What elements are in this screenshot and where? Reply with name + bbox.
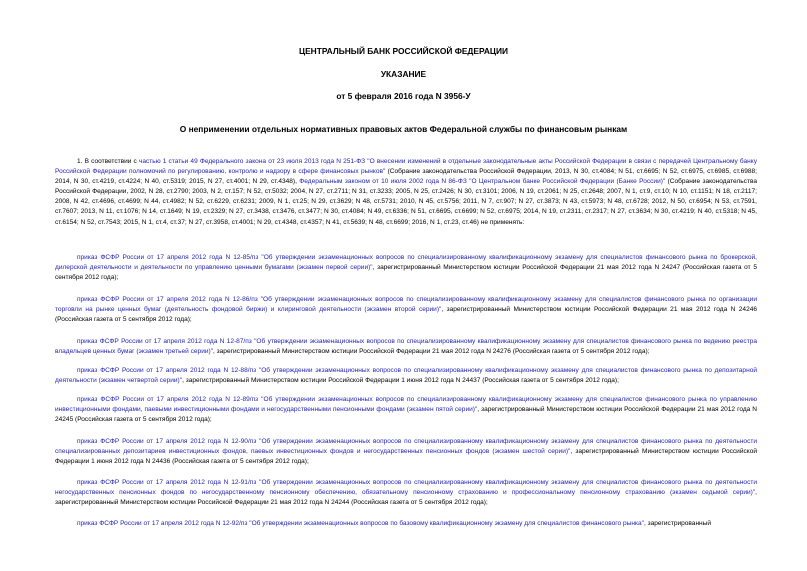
law-link-86fz[interactable]: Федеральным законом от 10 июля 2002 года N 86-ФЗ "О Центральном банке Российской Федерации (Банке России)"	[299, 178, 666, 186]
order-item-12-88	[55, 366, 757, 386]
order-item-12-87	[55, 337, 757, 357]
order-link[interactable]: приказ ФСФР России от 17 апреля 2012 года N 12-88/пз "Об утверждении экзаменационных вопросов по специализированному квалификационному экзамену для специалистов финансового рынка по депозитарной деятельности (экзамен четвертой серии)"	[55, 367, 757, 385]
order-link[interactable]: приказ ФСФР России от 17 апреля 2012 года N 12-89/пз "Об утверждении экзаменационных вопросов по специализированному квалификационному экзамену для специалистов финансового рынка по управлению инвестиционными фондами, паевыми инвестиционными фондами и негосударственными пенсионными фондами (экзамен пятой серии)"	[55, 396, 757, 414]
document-type: УКАЗАНИЕ	[380, 69, 427, 79]
order-registration-text: , зарегистрированный Министерством юстиции Российской Федерации 21 мая 2012 года N 24276 (Российская газета от 5 сентября 2012 года);	[213, 348, 650, 356]
order-registration-text: , зарегистрированный Министерством юстиции Российской Федерации 21 мая 2012 года N 24246 (Российская газета от 5 сентября 2012 года);	[55, 306, 757, 324]
order-link[interactable]: приказ ФСФР России от 17 апреля 2012 года N 12-92/пз "Об утверждении экзаменационных вопросов по базовому квалификационному экзамену для специалистов финансового рынка"	[77, 520, 644, 527]
order-item-12-85	[55, 253, 757, 283]
order-item-12-86	[55, 295, 757, 325]
paragraph-citation: (Собрание законодательства Российской Федерации, 2013, N 30, ст.4084; N 51, ст.6695; N 52, ст.6975, ст.6985, ст.6988; 2014, N 30, ст.4219, ст.4224; N 40, ст.5319; 2015, N 27, ст.4001; N 29, ст.4348),	[55, 168, 757, 186]
order-item-12-89	[55, 395, 757, 425]
paragraph-lead: 1. В соответствии с	[77, 158, 137, 165]
law-link-251fz[interactable]: частью 1 статьи 49 Федерального закона от 23 июля 2013 года N 251-ФЗ "О внесении изменений в отдельные законодательные акты Российской Федерации в связи с передачей Центральному банку Российской Федерации полномочий по регулированию, контролю и надзору в сфере финансовых рынков"	[55, 158, 757, 176]
order-registration-text: , зарегистрированный Министерством юстиции Российской Федерации 1 июня 2012 года N 24437 (Российская газета от 5 сентября 2012 года);	[182, 377, 619, 385]
order-registration-text: , зарегистрированный Министерством юстиции Российской Федерации 21 мая 2012 года N 24247 (Российская газета от 5 сентября 2012 года);	[55, 264, 757, 282]
order-link[interactable]: приказ ФСФР России от 17 апреля 2012 года N 12-86/пз "Об утверждении экзаменационных вопросов по специализированному квалификационному экзамену для специалистов финансового рынка по организации торговли на рынке ценных бумаг (деятельность фондовой биржи) и клиринговой деятельности (экзамен второй серии)"	[55, 296, 757, 314]
order-item-12-90	[55, 437, 757, 467]
order-item-12-91	[55, 478, 757, 508]
order-link[interactable]: приказ ФСФР России от 17 апреля 2012 года N 12-91/пз "Об утверждении экзаменационных вопросов по специализированному квалификационному экзамену для специалистов финансового рынка по деятельности негосударственных пенсионных фондов по негосударственному пенсионному обеспечению, обязательному пенсионному страхованию и профессиональному пенсионному страхованию (экзамен седьмой серии)"	[55, 479, 757, 497]
order-item-12-92	[55, 519, 757, 529]
order-registration-text: , зарегистрированный Министерством юстиции Российской Федерации 1 июня 2012 года N 24436 (Российская газета от 5 сентября 2012 года);	[55, 448, 757, 466]
paragraph-tail: (Собрание законодательства Российской Федерации, 2002, N 28, ст.2790; 2003, N 2, ст.157; N 52, ст.5032; 2004, N 27, ст.2711; N 31, ст.3233; 2005, N 25, ст.2426; N 30, ст.3101; 2006, N 19, ст.2061; N 25, ст.2648; 2007, N 1, ст.9, ст.10; N 10, ст.1151; N 18, ст.2117; 2008, N 42, ст.4696, ст.4699; N 44, ст.4982; N 52, ст.6229, ст.6231; 2009, N 1, ст.25; N 29, ст.3629; N 48, ст.5731; 2010, N 45, ст.5756; 2011, N 7, ст.907; N 27, ст.3873; N 43, ст.5973; N 48, ст.6728; 2012, N 50, ст.6954; N 53, ст.7591, ст.7607; 2013, N 11, ст.1076; N 14, ст.1649; N 19, ст.2329; N 27, ст.3438, ст.3476, ст.3477; N 30, ст.4084; N 49, ст.6336; N 51, ст.6695, ст.6699; N 52, ст.6975; 2014, N 19, ст.2311, ст.2317; N 27, ст.3634; N 30, ст.4219; N 40, ст.5318; N 45, ст.6154; N 52, ст.7543; 2015, N 1, ст.4, ст.37; N 27, ст.3958, ст.4001; N 29, ст.4348, ст.4357; N 41, ст.5639; N 48, ст.6699; 2016, N 1, ст.23, ст.46) не применять:	[55, 178, 758, 226]
order-registration-text: , зарегистрированный Министерством юстиции Российской Федерации 21 мая 2012 года N 24245 (Российская газета от 5 сентября 2012 года);	[55, 406, 758, 424]
order-link[interactable]: приказ ФСФР России от 17 апреля 2012 года N 12-85/пз "Об утверждении экзаменационных вопросов по специализированному квалификационному экзамену для специалистов финансового рынка по брокерской, дилерской деятельности и деятельности по управлению ценными бумагами (экзамен первой серии)"	[55, 254, 757, 272]
order-registration-text: , зарегистрированный	[643, 520, 712, 527]
order-registration-text: , зарегистрированный Министерством юстиции Российской Федерации 21 мая 2012 года N 24244 (Российская газета от 5 сентября 2012 года);	[55, 489, 757, 507]
order-link[interactable]: приказ ФСФР России от 17 апреля 2012 года N 12-87/пз "Об утверждении экзаменационных вопросов по специализированному квалификационному экзамену для специалистов финансового рынка по ведению реестра владельцев ценных бумаг (экзамен третьей серии)"	[55, 338, 757, 356]
document-date-number: от 5 февраля 2016 года N 3956-У	[336, 91, 471, 101]
order-link[interactable]: приказ ФСФР России от 17 апреля 2012 года N 12-90/пз "Об утверждении экзаменационных вопросов по специализированному квалификационному экзамену для специалистов финансового рынка по деятельности специализированных депозитариев инвестиционных фондов, паевых инвестиционных фондов и негосударственных пенсионных фондов (экзамен шестой серии)"	[55, 438, 757, 456]
document-title: О неприменении отдельных нормативных правовых актов Федеральной службы по финансовым рынкам	[179, 124, 628, 134]
bank-name: ЦЕНТРАЛЬНЫЙ БАНК РОССИЙСКОЙ ФЕДЕРАЦИИ	[298, 46, 509, 56]
paragraph-1	[55, 157, 757, 228]
